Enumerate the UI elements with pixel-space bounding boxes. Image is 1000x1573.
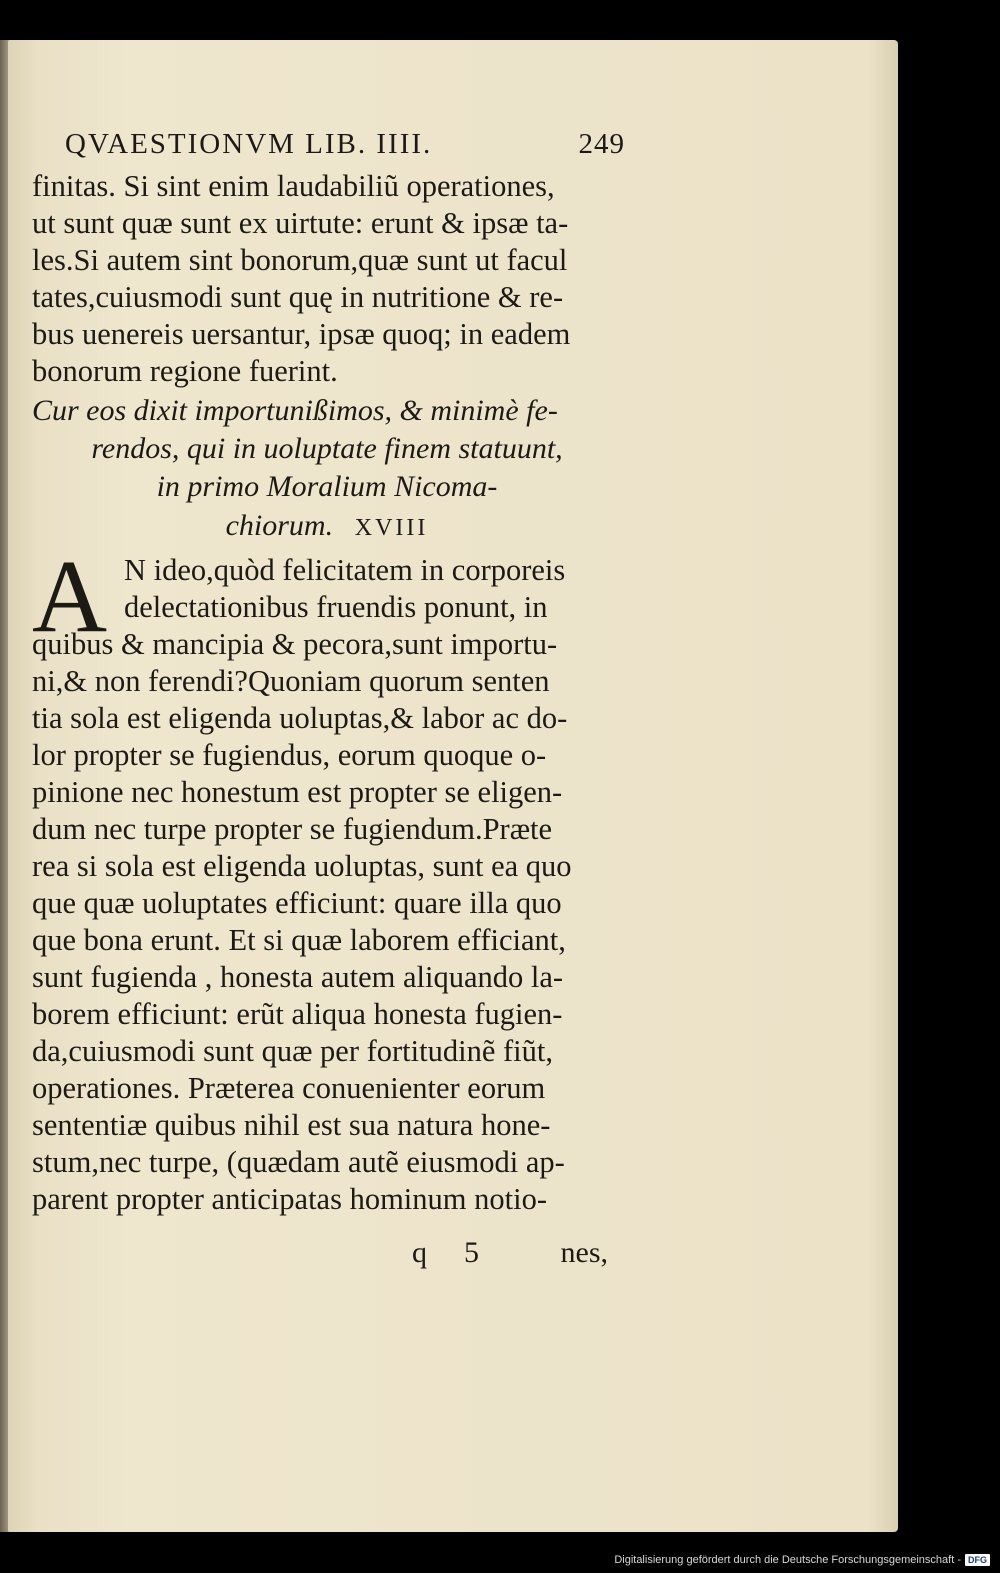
running-head [65, 128, 625, 168]
chapter-number: XVIII [354, 515, 429, 541]
running-head-title: QVAESTIONVM LIB. IIII. [65, 128, 433, 160]
chapter-heading-line: rendos, qui in uoluptate finem statuunt, [91, 432, 563, 465]
credit-text: Digitalisierung gefördert durch die Deutsche Forschungsgemeinschaft - [614, 1554, 961, 1566]
signature-mark: q [412, 1236, 427, 1269]
text-line: rea si sola est eligenda uoluptas, sunt ea quo [32, 849, 572, 883]
catchword: nes, [560, 1236, 608, 1269]
text-line: tates,cuiusmodi sunt quę in nutritione & re- [32, 280, 564, 314]
chapter-heading-line: chiorum. [225, 509, 334, 542]
text-line: ni,& non ferendi?Quoniam quorum senten [32, 664, 550, 698]
text-line: N ideo,quòd felicitatem in corporeis [124, 553, 566, 587]
text-line: stum,nec turpe, (quædam autẽ eiusmodi ap- [32, 1145, 565, 1179]
chapter-heading-line: Cur eos dixit importunißimos, & minimè fe- [32, 394, 558, 427]
catchword-line [32, 1236, 622, 1276]
text-line: da,cuiusmodi sunt quæ per fortitudinẽ fiũt, [32, 1034, 553, 1068]
digitization-credit [614, 1552, 990, 1568]
text-line: bonorum regione fuerint. [32, 354, 338, 388]
text-line: que quæ uoluptates efficiunt: quare illa quo [32, 886, 562, 920]
text-line: pinione nec honestum est propter se eligen- [32, 775, 563, 809]
text-line: tia sola est eligenda uoluptas,& labor ac do- [32, 701, 568, 735]
chapter-heading-final-line [32, 507, 622, 544]
signature-number: 5 [464, 1236, 479, 1269]
text-line: sententiæ quibus nihil est sua natura hone- [32, 1108, 551, 1142]
text-line: que bona erunt. Et si quæ laborem efficiant, [32, 923, 566, 957]
text-line: bus uenereis uersantur, ipsæ quoq; in eadem [32, 317, 571, 351]
text-line: finitas. Si sint enim laudabiliũ operationes, [32, 169, 555, 203]
text-line: les.Si autem sint bonorum,quæ sunt ut facul [32, 243, 568, 277]
dfg-logo-icon: DFG [965, 1554, 990, 1566]
chapter-heading-line: in primo Moralium Nicoma- [156, 470, 498, 503]
text-line: sunt fugienda , honesta autem aliquando la- [32, 960, 564, 994]
text-line: borem efficiunt: erũt aliqua honesta fugien- [32, 997, 563, 1031]
text-line: dum nec turpe propter se fugiendum.Præte [32, 812, 553, 846]
text-line: ut sunt quæ sunt ex uirtute: erunt & ipsæ ta- [32, 206, 569, 240]
text-line: lor propter se fugiendus, eorum quoque o- [32, 738, 547, 772]
text-line: parent propter anticipatas hominum notio- [32, 1182, 547, 1216]
text-line: operationes. Præterea conuenienter eorum [32, 1071, 546, 1105]
text-line: quibus & mancipia & pecora,sunt importu- [32, 627, 558, 661]
drop-capital: A [32, 539, 108, 654]
text-line: delectationibus fruendis ponunt, in [124, 590, 548, 624]
page-number: 249 [578, 128, 625, 160]
